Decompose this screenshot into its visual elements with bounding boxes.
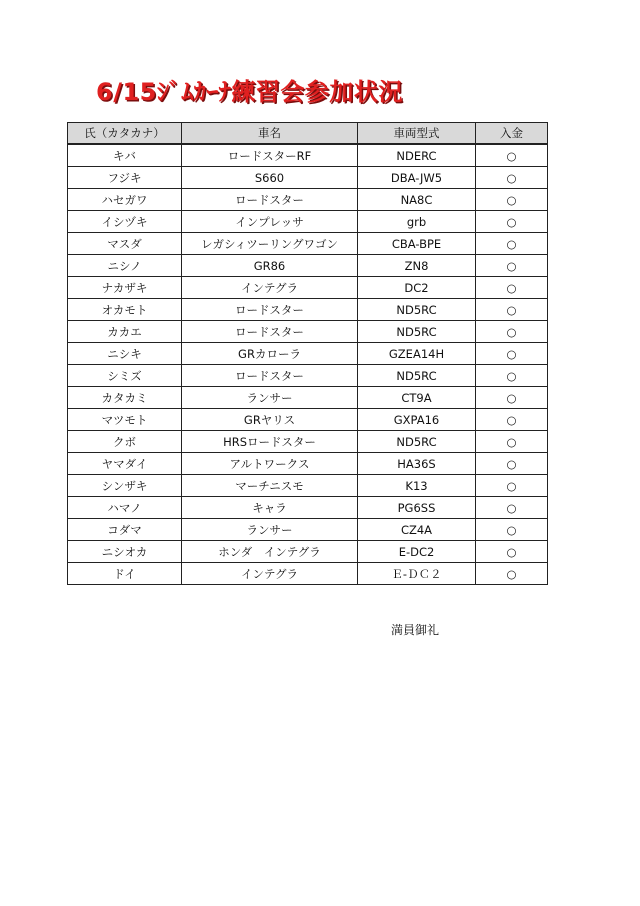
cell-name: ヤマダイ: [68, 453, 182, 475]
page-title: 6/15ｼﾞﾑｶｰﾅ練習会参加状況: [96, 78, 403, 106]
table-row: [68, 475, 548, 497]
cell-model: Ｅ-ＤＣ２: [358, 563, 476, 585]
cell-car: HRSロードスター: [182, 431, 358, 453]
cell-paid: ○: [476, 233, 548, 255]
cell-model: DBA-JW5: [358, 167, 476, 189]
cell-car: インテグラ: [182, 563, 358, 585]
table-row: [68, 144, 548, 167]
table-row: [68, 453, 548, 475]
cell-car: レガシィツーリングワゴン: [182, 233, 358, 255]
cell-name: ナカザキ: [68, 277, 182, 299]
cell-car: S660: [182, 167, 358, 189]
cell-paid: ○: [476, 321, 548, 343]
cell-paid: ○: [476, 277, 548, 299]
header-car: 車名: [182, 123, 358, 145]
table-header-row: [68, 123, 548, 145]
cell-model: CBA-BPE: [358, 233, 476, 255]
table-row: [68, 233, 548, 255]
participant-table: [67, 122, 548, 585]
cell-car: GRヤリス: [182, 409, 358, 431]
table-row: [68, 167, 548, 189]
cell-car: マーチニスモ: [182, 475, 358, 497]
header-model: 車両型式: [358, 123, 476, 145]
cell-paid: ○: [476, 299, 548, 321]
cell-name: シンザキ: [68, 475, 182, 497]
header-name: 氏（カタカナ）: [68, 123, 182, 145]
cell-paid: ○: [476, 453, 548, 475]
cell-name: マスダ: [68, 233, 182, 255]
cell-car: インテグラ: [182, 277, 358, 299]
cell-name: イシヅキ: [68, 211, 182, 233]
cell-car: ロードスターRF: [182, 144, 358, 167]
cell-car: ロードスター: [182, 321, 358, 343]
cell-name: ニシオカ: [68, 541, 182, 563]
cell-model: NA8C: [358, 189, 476, 211]
cell-paid: ○: [476, 144, 548, 167]
cell-model: ND5RC: [358, 299, 476, 321]
cell-car: アルトワークス: [182, 453, 358, 475]
cell-paid: ○: [476, 343, 548, 365]
cell-name: カカエ: [68, 321, 182, 343]
cell-paid: ○: [476, 519, 548, 541]
cell-car: インプレッサ: [182, 211, 358, 233]
cell-paid: ○: [476, 497, 548, 519]
table-row: [68, 211, 548, 233]
cell-model: grb: [358, 211, 476, 233]
cell-model: CZ4A: [358, 519, 476, 541]
cell-paid: ○: [476, 255, 548, 277]
cell-model: ND5RC: [358, 431, 476, 453]
cell-name: ドイ: [68, 563, 182, 585]
cell-model: E-DC2: [358, 541, 476, 563]
cell-paid: ○: [476, 409, 548, 431]
cell-name: クボ: [68, 431, 182, 453]
cell-name: ニシキ: [68, 343, 182, 365]
cell-name: カタカミ: [68, 387, 182, 409]
table-row: [68, 299, 548, 321]
cell-name: コダマ: [68, 519, 182, 541]
cell-model: GXPA16: [358, 409, 476, 431]
cell-paid: ○: [476, 167, 548, 189]
cell-model: ND5RC: [358, 321, 476, 343]
cell-model: CT9A: [358, 387, 476, 409]
cell-model: HA36S: [358, 453, 476, 475]
table-row: [68, 497, 548, 519]
cell-model: NDERC: [358, 144, 476, 167]
cell-paid: ○: [476, 563, 548, 585]
cell-model: GZEA14H: [358, 343, 476, 365]
cell-car: GR86: [182, 255, 358, 277]
cell-model: ZN8: [358, 255, 476, 277]
header-paid: 入金: [476, 123, 548, 145]
cell-name: シミズ: [68, 365, 182, 387]
cell-model: K13: [358, 475, 476, 497]
cell-car: ランサー: [182, 519, 358, 541]
cell-model: PG6SS: [358, 497, 476, 519]
cell-model: DC2: [358, 277, 476, 299]
cell-name: ニシノ: [68, 255, 182, 277]
table-row: [68, 277, 548, 299]
cell-paid: ○: [476, 431, 548, 453]
cell-car: キャラ: [182, 497, 358, 519]
table-row: [68, 343, 548, 365]
cell-name: キバ: [68, 144, 182, 167]
cell-car: GRカローラ: [182, 343, 358, 365]
cell-name: ハセガワ: [68, 189, 182, 211]
cell-name: マツモト: [68, 409, 182, 431]
table-row: [68, 409, 548, 431]
table-row: [68, 255, 548, 277]
table-row: [68, 563, 548, 585]
table-row: [68, 189, 548, 211]
cell-paid: ○: [476, 211, 548, 233]
cell-name: オカモト: [68, 299, 182, 321]
cell-paid: ○: [476, 189, 548, 211]
table-row: [68, 541, 548, 563]
cell-paid: ○: [476, 387, 548, 409]
cell-car: ホンダ インテグラ: [182, 541, 358, 563]
table-row: [68, 321, 548, 343]
table-row: [68, 519, 548, 541]
closing-note: 満員御礼: [391, 623, 440, 637]
cell-paid: ○: [476, 541, 548, 563]
table-row: [68, 431, 548, 453]
cell-car: ランサー: [182, 387, 358, 409]
cell-car: ロードスター: [182, 189, 358, 211]
table-row: [68, 387, 548, 409]
cell-paid: ○: [476, 365, 548, 387]
cell-car: ロードスター: [182, 299, 358, 321]
cell-paid: ○: [476, 475, 548, 497]
cell-car: ロードスター: [182, 365, 358, 387]
table-row: [68, 365, 548, 387]
cell-model: ND5RC: [358, 365, 476, 387]
cell-name: フジキ: [68, 167, 182, 189]
cell-name: ハマノ: [68, 497, 182, 519]
